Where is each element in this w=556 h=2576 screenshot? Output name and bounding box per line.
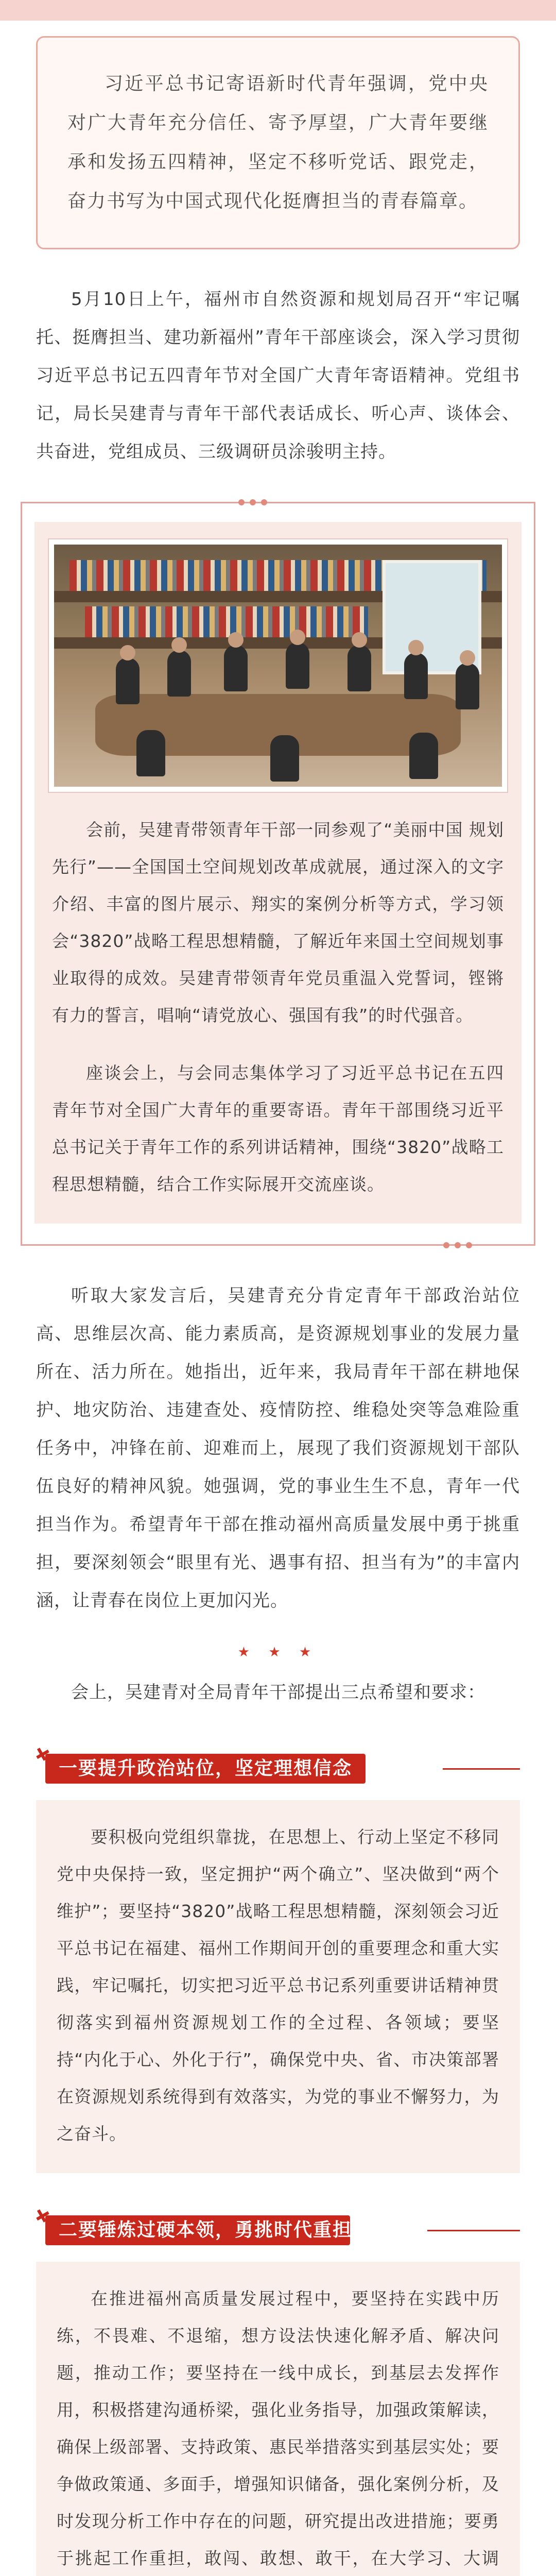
- frame-decor-dots-bottom: [443, 1242, 472, 1248]
- star-separator: ★ ★ ★: [237, 1645, 319, 1660]
- section-body-1: 要积极向党组织靠拢，在思想上、行动上坚定不移同党中央保持一致，坚定拥护“两个确立”、坚决做到“两个维护”；要坚持“3820”战略工程思想精髓，深刻领会习近平总书记在福建、福州工作期间开创的重要理念和重大实践，牢记嘱托，切实把习近平总书记系列重要讲话精神贯彻落实到福州资源规划工作的全过程、各领域；要坚持“内化于心、外化于行”，确保党中央、省、市决策部署在资源规划系统得到有效落实，为党的事业不懈努力，为之奋斗。: [57, 1827, 499, 2144]
- section-title-1: 一要提升政治站位，坚定理想信念: [59, 1758, 353, 1779]
- section-box-2: [36, 2262, 520, 2576]
- intro-quote-box: [36, 36, 520, 249]
- section-title-2: 二要锤炼过硬本领，勇挑时代重担: [59, 2219, 353, 2241]
- meeting-photo: [49, 539, 507, 792]
- top-decor-stripe: [0, 0, 556, 21]
- frame-decor-dots-top: [238, 499, 267, 505]
- intro-text: 习近平总书记寄语新时代青年强调，党中央对广大青年充分信任、寄予厚望，广大青年要继承和发扬五四精神，坚定不移听党话、跟党走，奋力书写为中国式现代化挺膺担当的青春篇章。: [67, 73, 489, 212]
- opening-paragraph: 5月10日上午，福州市自然资源和规划局召开“牢记嘱托、挺膺担当、建功新福州”青年干部座谈会，深入学习贯彻习近平总书记五四青年节对全国广大青年寄语精神。党组书记，局长吴建青与青年干部代表话成长、听心声、谈体会、共奋进，党组成员、三级调研员涂骏明主持。: [36, 289, 520, 462]
- framed-paragraph-1: 会前，吴建青带领青年干部一同参观了“美丽中国 规划先行”——全国国土空间规划改革成就展，通过深入的文字介绍、丰富的图片展示、翔实的案例分析等方式，学习领会“3820”战略工程思想精髓，了解近年来国土空间规划事业取得的成效。吴建青带领青年党员重温入党誓词，铿锵有力的誓言，唱响“请党放心、强国有我”的时代强音。: [52, 820, 504, 1025]
- photo-frame-inner: [34, 522, 522, 1224]
- section-heading-1: [36, 1748, 520, 1789]
- section-body-2: 在推进福州高质量发展过程中，要坚持在实践中历练，不畏难、不退缩，想方设法快速化解矛盾、解决问题，推动工作；要坚持在一线中成长，到基层去发挥作用，积极搭建沟通桥梁，强化业务指导，加强政策解读，确保上级部署、支持政策、惠民举措落实到基层实处；要争做政策通、多面手，增强知识储备，强化案例分析，及时发现分析工作中存在的问题，研究提出改进措施；要勇于挑起工作重担，敢闯、敢想、敢干，在大学习、大调: [57, 2289, 499, 2568]
- photo-frame: [21, 502, 535, 1246]
- section-box-1: [36, 1800, 520, 2173]
- hopes-intro-paragraph: 会上，吴建青对全局青年干部提出三点希望和要求：: [71, 1682, 485, 1703]
- section-heading-2: [36, 2209, 520, 2250]
- framed-paragraph-2: 座谈会上，与会同志集体学习了习近平总书记在五四青年节对全国广大青年的重要寄语。青年干部围绕习近平总书记关于青年工作的系列讲话精神，围绕“3820”战略工程思想精髓，结合工作实际展开交流座谈。: [52, 1063, 504, 1194]
- after-paragraph: 听取大家发言后，吴建青充分肯定青年干部政治站位高、思维层次高、能力素质高，是资源规划事业的发展力量所在、活力所在。她指出，近年来，我局青年干部在耕地保护、地灾防治、违建查处、疫情防控、维稳处突等急难险重任务中，冲锋在前、迎难而上，展现了我们资源规划干部队伍良好的精神风貌。她强调，党的事业生生不息，青年一代担当作为。希望青年干部在推动福州高质量发展中勇于挑重担，要深刻领会“眼里有光、遇事有招、担当有为”的丰富内涵，让青春在岗位上更加闪光。: [36, 1285, 520, 1611]
